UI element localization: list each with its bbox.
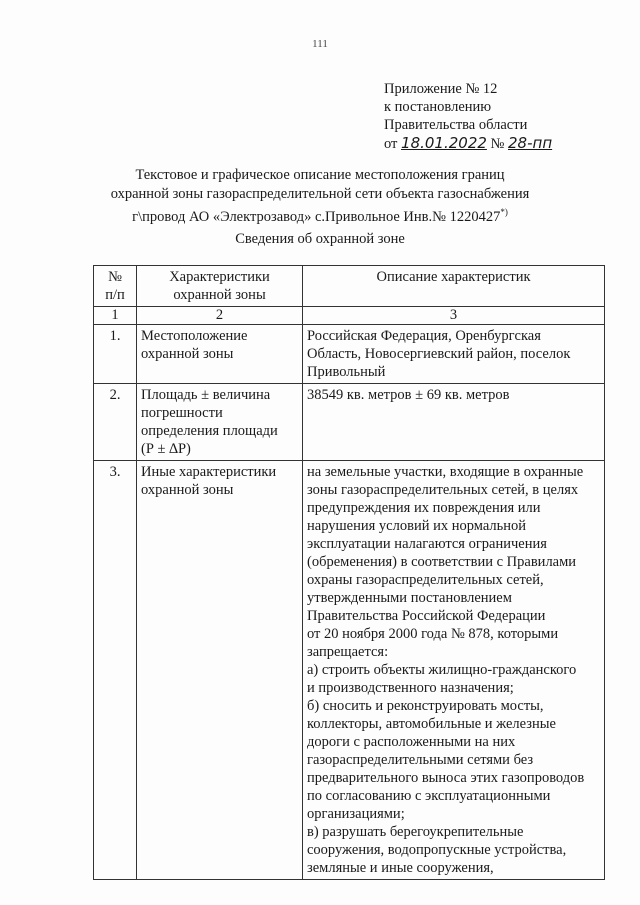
text-line: организациями; [307, 806, 405, 822]
table-row [94, 461, 605, 880]
appendix-line2: к постановлению [384, 99, 492, 115]
footnote-mark: *) [500, 207, 508, 217]
text-line: и производственного назначения; [307, 680, 514, 696]
date-prefix: от [384, 136, 398, 152]
text-line: сооружения, водопропускные устройства, [307, 842, 567, 858]
text-line: по согласованию с эксплуатационными [307, 788, 551, 804]
text-line: эксплуатации налагаются ограничения [307, 536, 547, 552]
row-description [303, 384, 605, 461]
text-line: Область, Новосергиевский район, поселок [307, 346, 571, 362]
header-cell [303, 266, 605, 307]
text-line: охранной зоны [141, 482, 234, 498]
text-line: коллекторы, автомобильные и железные [307, 716, 556, 732]
text-line: (Р ± ∆Р) [141, 441, 191, 457]
title-line3-text: г\провод АО «Электрозавод» с.Привольное Инв.№ 1220427 [132, 208, 501, 225]
header-cell [137, 266, 303, 307]
column-number-row [94, 307, 605, 325]
row-name [137, 461, 303, 880]
row-name [137, 325, 303, 384]
section-title: Сведения об охранной зоне [235, 231, 405, 247]
text-line: Российская Федерация, Оренбургская [307, 328, 541, 344]
row-name [137, 384, 303, 461]
column-number: 2 [137, 307, 303, 325]
text-line: 38549 кв. метров ± 69 кв. метров [307, 387, 510, 403]
text-line: предварительного выноса этих газопроводов [307, 770, 585, 786]
page-number: 111 [312, 38, 328, 50]
text-line: Иные характеристики [141, 464, 277, 480]
column-number: 1 [94, 307, 137, 325]
row-number: 3. [94, 461, 137, 880]
row-description [303, 461, 605, 880]
zone-table [93, 265, 605, 880]
text-line: № [108, 269, 122, 285]
text-line: Правительства Российской Федерации [307, 608, 546, 624]
text-line: запрещается: [307, 644, 389, 660]
text-line: газораспределительными сетями без [307, 752, 534, 768]
table-row [94, 325, 605, 384]
text-line: от 20 ноября 2000 года № 878, которыми [307, 626, 559, 642]
number-prefix: № [490, 136, 505, 152]
title-line2: охранной зоны газораспределительной сети объекта газоснабжения [110, 185, 530, 202]
text-line: утвержденными постановлением [307, 590, 512, 606]
table-header-row [94, 266, 605, 307]
text-line: на земельные участки, входящие в охранные [307, 464, 584, 480]
text-line: предупреждения их повреждения или [307, 500, 541, 516]
text-line: зоны газораспределительных сетей, в целях [307, 482, 579, 498]
text-line: п/п [105, 287, 125, 303]
row-number: 2. [94, 384, 137, 461]
document-date: 18.01.2022 [401, 134, 487, 152]
appendix-line3: Правительства области [384, 117, 528, 133]
text-line: охранной зоны [173, 287, 266, 303]
appendix-date-line [384, 134, 552, 153]
text-line: погрешности [141, 405, 223, 421]
text-line: нарушения условий их нормальной [307, 518, 527, 534]
title-line1: Текстовое и графическое описание местоположения границ [135, 167, 505, 183]
text-line: в) разрушать берегоукрепительные [307, 824, 524, 840]
row-number: 1. [94, 325, 137, 384]
text-line: б) сносить и реконструировать мосты, [307, 698, 544, 714]
row-description [303, 325, 605, 384]
text-line: земляные и иные сооружения, [307, 860, 494, 876]
text-line: Описание характеристик [376, 269, 531, 285]
text-line: охраны газораспределительных сетей, [307, 572, 544, 588]
text-line: охранной зоны [141, 346, 234, 362]
appendix-header [384, 80, 552, 153]
document-number: 28-пп [508, 134, 553, 152]
title-line3 [90, 203, 550, 226]
table-row [94, 384, 605, 461]
text-line: (обременения) в соответствии с Правилами [307, 554, 577, 570]
text-line: дороги с расположенными на них [307, 734, 516, 750]
document-title [90, 166, 550, 226]
text-line: Характеристики [169, 269, 270, 285]
appendix-line1: Приложение № 12 [384, 81, 498, 97]
column-number: 3 [303, 307, 605, 325]
text-line: а) строить объекты жилищно-гражданского [307, 662, 577, 678]
text-line: Площадь ± величина [141, 387, 271, 403]
text-line: определения площади [141, 423, 278, 439]
text-line: Местоположение [141, 328, 248, 344]
text-line: Привольный [307, 364, 386, 380]
header-cell [94, 266, 137, 307]
